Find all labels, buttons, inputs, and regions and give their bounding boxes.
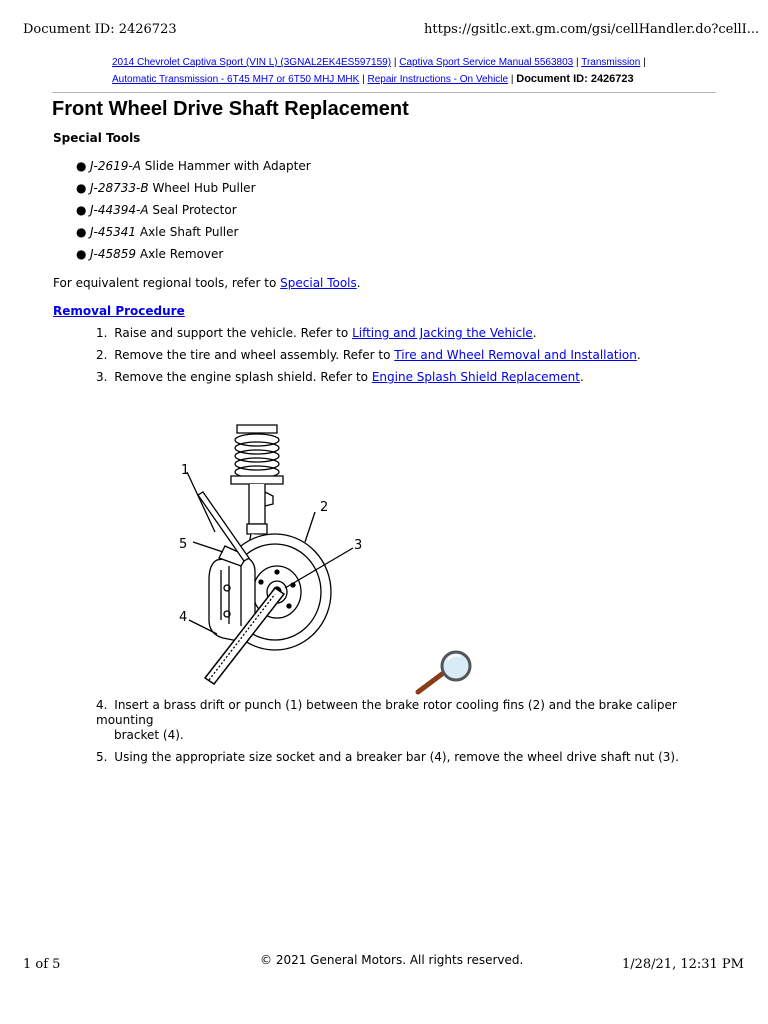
print-footer: [0, 948, 768, 978]
tool-code: J-44394-A: [90, 203, 149, 217]
removal-steps-list: [96, 326, 716, 392]
callout-label: 4: [179, 610, 188, 625]
tool-item: ● J-45341 Axle Shaft Puller: [76, 225, 239, 239]
callout-label: 2: [320, 500, 329, 515]
breadcrumb-manual-link[interactable]: Captiva Sport Service Manual 5563803: [399, 57, 574, 68]
tool-code: J-45341: [90, 225, 137, 239]
step-text: Insert a brass drift or punch (1) between the brake rotor cooling fins (2) and the brake caliper mounting: [96, 698, 677, 727]
special-tools-heading: Special Tools: [53, 131, 141, 145]
step-text: Raise and support the vehicle. Refer to: [114, 326, 349, 340]
special-tools-link[interactable]: Special Tools: [280, 276, 357, 290]
step-number: 5.: [96, 750, 108, 764]
print-header: [0, 0, 768, 40]
breadcrumb-separator: |: [576, 57, 579, 68]
special-tools-list: [76, 156, 311, 266]
tool-item: ● J-28733-B Wheel Hub Puller: [76, 181, 256, 195]
tool-code: J-28733-B: [90, 181, 149, 195]
lifting-jacking-link[interactable]: Lifting and Jacking the Vehicle: [352, 326, 533, 340]
step-item: 3. Remove the engine splash shield. Refer to Engine Splash Shield Replacement.: [96, 370, 584, 384]
breadcrumb-document-id: Document ID: 2426723: [516, 73, 634, 85]
equivalent-tools-note: For equivalent regional tools, refer to Special Tools.: [53, 276, 361, 290]
step-item: [96, 750, 696, 765]
removal-steps-list-continued: [96, 698, 696, 772]
tool-item: ● J-44394-A Seal Protector: [76, 203, 237, 217]
page-number: 1 of 5: [23, 957, 61, 972]
step-number: 4.: [96, 698, 108, 712]
tire-wheel-link[interactable]: Tire and Wheel Removal and Installation: [394, 348, 637, 362]
tool-description: Axle Shaft Puller: [139, 225, 239, 239]
equivalent-tools-text: For equivalent regional tools, refer to: [53, 276, 277, 290]
step-text: Using the appropriate size socket and a breaker bar (4), remove the wheel drive shaft nut (3).: [114, 750, 679, 764]
step-text: Remove the engine splash shield. Refer to: [114, 370, 369, 384]
header-divider: [52, 92, 716, 93]
tool-description: Seal Protector: [152, 203, 237, 217]
header-url: https://gsitlc.ext.gm.com/gsi/cellHandler.do?cellI...: [424, 22, 760, 37]
removal-procedure-link[interactable]: Removal Procedure: [53, 304, 185, 318]
callout-label: 5: [179, 537, 188, 552]
drive-shaft-illustration: [165, 410, 365, 690]
breadcrumb-separator: |: [643, 57, 646, 68]
breadcrumb-automatic-transmission-link[interactable]: Automatic Transmission - 6T45 MH7 or 6T50 MHJ MHK: [112, 74, 360, 85]
coil-spring: [231, 425, 283, 484]
step-text: Remove the tire and wheel assembly. Refer to: [114, 348, 391, 362]
strut-body: [249, 484, 265, 524]
step-item: 1. Raise and support the vehicle. Refer to Lifting and Jacking the Vehicle.: [96, 326, 537, 340]
step-item: [96, 698, 696, 743]
removal-procedure-heading: [53, 304, 185, 318]
tool-item: ● J-45859 Axle Remover: [76, 247, 224, 261]
step-item: 2. Remove the tire and wheel assembly. Refer to Tire and Wheel Removal and Installation.: [96, 348, 641, 362]
header-document-id: Document ID: 2426723: [23, 22, 177, 37]
tool-code: J-45859: [90, 247, 137, 261]
breadcrumb: [112, 55, 672, 88]
tool-description: Axle Remover: [139, 247, 224, 261]
breadcrumb-separator: |: [510, 74, 514, 85]
breadcrumb-separator: |: [362, 74, 365, 85]
page-title: Front Wheel Drive Shaft Replacement: [52, 98, 409, 120]
breadcrumb-repair-instructions-link[interactable]: Repair Instructions - On Vehicle: [367, 74, 509, 85]
copyright-notice: © 2021 General Motors. All rights reserved.: [260, 953, 524, 967]
step-number: 2.: [96, 348, 108, 362]
step-number: 3.: [96, 370, 108, 384]
print-datetime: 1/28/21, 12:31 PM: [621, 957, 744, 972]
callout-label: 1: [181, 463, 190, 478]
breadcrumb-transmission-link[interactable]: Transmission: [581, 57, 641, 68]
step-text-continued: bracket (4).: [114, 728, 184, 742]
splash-shield-link[interactable]: Engine Splash Shield Replacement: [371, 370, 580, 384]
step-number: 1.: [96, 326, 108, 340]
tool-item: ● J-2619-A Slide Hammer with Adapter: [76, 159, 311, 173]
tool-description: Wheel Hub Puller: [152, 181, 256, 195]
magnifier-icon[interactable]: [412, 650, 476, 696]
breadcrumb-separator: |: [393, 57, 397, 68]
tool-description: Slide Hammer with Adapter: [144, 159, 311, 173]
tool-code: J-2619-A: [90, 159, 141, 173]
breadcrumb-vehicle-link[interactable]: 2014 Chevrolet Captiva Sport (VIN L) (3GNAL2EK4ES597159): [112, 57, 392, 68]
callout-label: 3: [354, 538, 363, 553]
